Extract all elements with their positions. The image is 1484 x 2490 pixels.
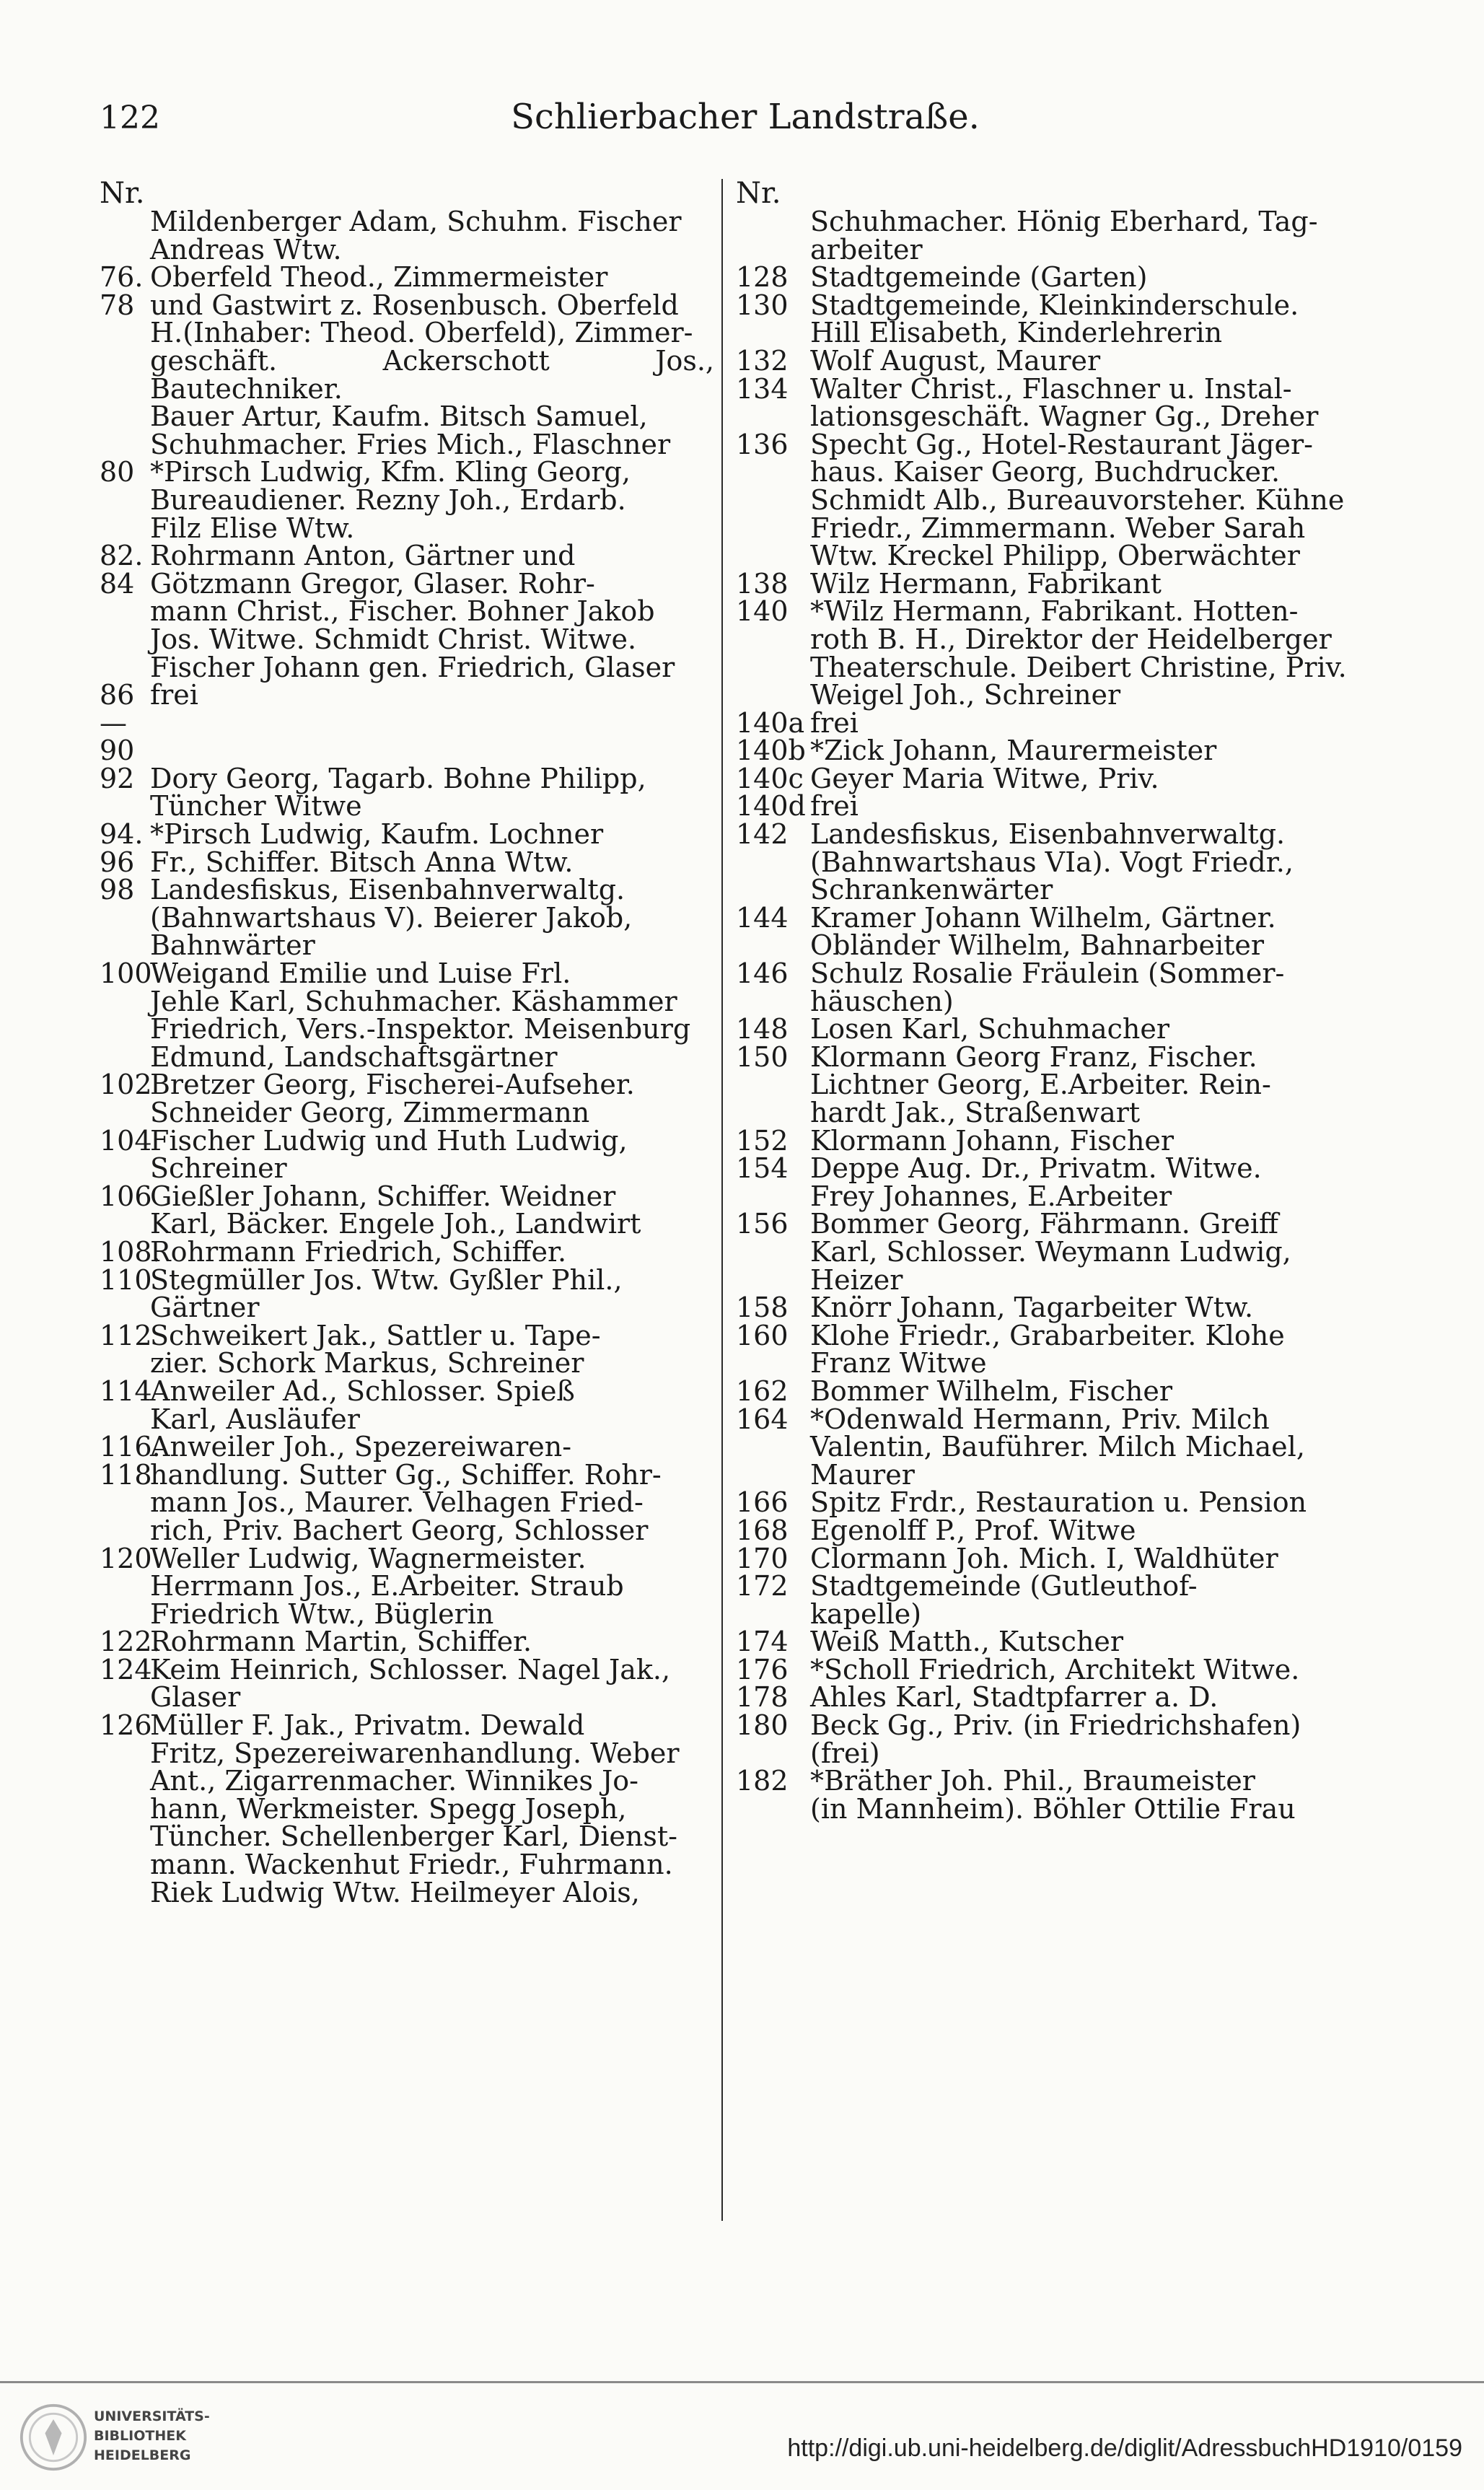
house-number: 174 xyxy=(736,1626,789,1658)
address-entry xyxy=(736,1711,1395,1767)
resident-text: Klormann Georg Franz, Fischer. Lichtner Georg, E.Arbeiter. Rein- hardt Jak., Straßenwart xyxy=(810,1040,1271,1128)
address-entry xyxy=(736,1653,1395,1685)
address-entry xyxy=(736,737,1395,765)
house-number: 92 xyxy=(100,762,135,794)
resident-text: Rohrmann Anton, Gärtner und Götzmann Gregor, Glaser. Rohr- mann Christ., Fischer. Bohner Jakob Jos. Witwe. Schmidt Christ. Witwe. Fischer Johann gen. Friedrich, Glaser xyxy=(150,540,675,683)
address-entry xyxy=(736,1210,1395,1294)
house-number: 134 xyxy=(736,372,789,405)
address-entry xyxy=(736,706,1395,739)
house-number: 156 xyxy=(736,1208,789,1240)
resident-text: Landesfiskus, Eisenbahnverwaltg. (Bahnwartshaus VIa). Vogt Friedr., Schrankenwärter xyxy=(810,818,1294,906)
address-entry xyxy=(736,1015,1395,1043)
house-number: 158 xyxy=(736,1292,789,1324)
address-entry xyxy=(736,1124,1395,1157)
resident-text: Bommer Georg, Fährmann. Greiff Karl, Schlosser. Weymann Ludwig, Heizer xyxy=(810,1208,1291,1296)
house-number: 172 xyxy=(736,1570,789,1603)
house-number: 140c xyxy=(736,762,804,794)
house-number: 140d xyxy=(736,790,806,823)
source-url-link[interactable]: http://digi.ub.uni-heidelberg.de/diglit/AdressbuchHD1910/0159 xyxy=(787,2434,1462,2462)
resident-text: Beck Gg., Priv. (in Friedrichshafen) (frei) xyxy=(810,1709,1301,1769)
house-number: 82. 84 xyxy=(100,540,144,600)
address-entry xyxy=(100,1542,714,1630)
resident-text: Schulz Rosalie Fräulein (Sommer- häuschen) xyxy=(810,957,1285,1017)
house-number: 106 xyxy=(100,1180,152,1212)
right-column-heading: Nr. xyxy=(736,177,781,210)
address-entry xyxy=(100,1071,714,1126)
resident-text: *Zick Johann, Maurermeister xyxy=(810,735,1217,767)
house-number: 116. 118 xyxy=(100,1431,161,1491)
address-entry xyxy=(100,820,714,876)
resident-text: *Wilz Hermann, Fabrikant. Hotten- roth B. H., Direktor der Heidelberger Theaterschule. Deibert Christine, Priv. Weigel Joh., Schreiner xyxy=(810,595,1347,711)
resident-text: Anweiler Ad., Schlosser. Spieß Karl, Ausläufer xyxy=(150,1375,575,1435)
address-entry xyxy=(736,957,1395,1017)
house-number: 140 xyxy=(736,595,789,628)
address-entry xyxy=(736,1628,1395,1656)
address-entry xyxy=(736,344,1395,377)
house-number: 178 xyxy=(736,1681,789,1714)
resident-text: Oberfeld Theod., Zimmermeister und Gastwirt z. Rosenbusch. Oberfeld H.(Inhaber: Theod. Oberfeld), Zimmer- geschäft. Ackerschott Jos., Bautechniker. Bauer Artur, Kaufm. Bitsch Samuel, Schuhmacher. Fries Mich., Flaschner xyxy=(150,261,714,460)
left-column-heading: Nr. xyxy=(100,177,145,210)
resident-text: *Odenwald Hermann, Priv. Milch Valentin, Bauführer. Milch Michael, Maurer xyxy=(810,1403,1305,1491)
address-entry xyxy=(736,261,1395,294)
address-entry xyxy=(736,1486,1395,1519)
resident-text: Ahles Karl, Stadtpfarrer a. D. xyxy=(810,1681,1219,1714)
resident-text: Losen Karl, Schuhmacher xyxy=(810,1013,1170,1045)
address-entry xyxy=(100,1180,714,1240)
resident-text: Dory Georg, Tagarb. Bohne Philipp, Tüncher Witwe xyxy=(150,762,646,823)
address-entry xyxy=(736,1767,1395,1823)
footer-divider xyxy=(0,2381,1484,2383)
resident-text: *Pirsch Ludwig, Kfm. Kling Georg, Bureaudiener. Rezny Joh., Erdarb. Filz Elise Wtw. xyxy=(150,456,631,544)
address-entry xyxy=(736,291,1395,347)
house-number: 164 xyxy=(736,1403,789,1435)
resident-text: Kramer Johann Wilhelm, Gärtner. Obländer Wilhelm, Bahnarbeiter xyxy=(810,901,1276,962)
address-entry xyxy=(736,1542,1395,1574)
house-number: 170 xyxy=(736,1542,789,1574)
house-number: 98 xyxy=(100,874,135,906)
resident-text: Wilz Hermann, Fabrikant xyxy=(810,567,1162,600)
resident-text: *Bräther Joh. Phil., Braumeister (in Mannheim). Böhler Ottilie Frau xyxy=(810,1765,1296,1825)
address-entry xyxy=(100,1319,714,1380)
house-number: 100 xyxy=(100,957,152,990)
house-number: 182 xyxy=(736,1765,789,1797)
address-entry xyxy=(100,1711,714,1906)
address-entry xyxy=(736,1319,1395,1380)
directory-columns xyxy=(100,179,1395,2221)
house-number: 80 xyxy=(100,456,135,488)
address-entry xyxy=(736,1572,1395,1628)
address-entry xyxy=(736,1154,1395,1210)
resident-text: Anweiler Joh., Spezereiwaren- handlung. Sutter Gg., Schiffer. Rohr- mann Jos., Maurer. Velhagen Fried- rich, Priv. Bachert Georg, Schlosser xyxy=(150,1431,662,1546)
address-entry xyxy=(736,762,1395,794)
resident-text: Mildenberger Adam, Schuhm. Fischer Andreas Wtw. xyxy=(150,206,682,266)
house-number: 140b xyxy=(736,735,806,767)
house-number: 104 xyxy=(100,1124,152,1157)
resident-text: *Scholl Friedrich, Architekt Witwe. xyxy=(810,1653,1300,1685)
resident-text: Müller F. Jak., Privatm. Dewald Fritz, Spezereiwarenhandlung. Weber Ant., Zigarrenmacher. Winnikes Jo- hann, Werkmeister. Spegg Joseph, Tüncher. Schellenberger Karl, Dienst- mann. Wackenhut Friedr., Fuhrmann. Riek Ludwig Wtw. Heilmeyer Alois, xyxy=(150,1709,680,1908)
resident-text: frei xyxy=(810,790,859,823)
running-title: Schlierbacher Landstraße. xyxy=(511,97,980,137)
house-number: 126 xyxy=(100,1709,152,1742)
resident-text: Klohe Friedr., Grabarbeiter. Klohe Franz Witwe xyxy=(810,1319,1285,1380)
address-entry xyxy=(736,597,1395,709)
house-number: 146 xyxy=(736,957,789,990)
address-entry xyxy=(736,428,1395,572)
page-number: 122 xyxy=(100,100,160,136)
house-number: 144 xyxy=(736,901,789,934)
library-name: UNIVERSITÄTS- BIBLIOTHEK HEIDELBERG xyxy=(94,2408,210,2463)
address-entry xyxy=(100,957,714,1073)
address-entry xyxy=(736,790,1395,823)
resident-text: Wolf August, Maurer xyxy=(810,344,1101,377)
house-number: 136 xyxy=(736,428,789,460)
resident-text: Stadtgemeinde (Garten) xyxy=(810,261,1148,294)
address-entry xyxy=(736,820,1395,904)
house-number: 150 xyxy=(736,1040,789,1073)
resident-text: *Pirsch Ludwig, Kaufm. Lochner Fr., Schiffer. Bitsch Anna Wtw. xyxy=(150,818,604,878)
resident-text: Rohrmann Friedrich, Schiffer. Stegmüller Jos. Wtw. Gyßler Phil., Gärtner xyxy=(150,1235,623,1324)
resident-text: Knörr Johann, Tagarbeiter Wtw. xyxy=(810,1292,1254,1324)
resident-text: Weiß Matth., Kutscher xyxy=(810,1626,1124,1658)
house-number: 160 xyxy=(736,1319,789,1351)
house-number: 140a xyxy=(736,706,805,739)
house-number: 122. 124 xyxy=(100,1626,161,1685)
house-number: 94. 96 xyxy=(100,818,144,878)
resident-text: Spitz Frdr., Restauration u. Pension xyxy=(810,1486,1307,1519)
resident-text: Bommer Wilhelm, Fischer xyxy=(810,1375,1173,1407)
resident-text: Egenolff P., Prof. Witwe xyxy=(810,1514,1136,1546)
address-entry xyxy=(100,458,714,542)
house-number: 176 xyxy=(736,1653,789,1685)
resident-text: frei xyxy=(150,679,198,711)
address-entry xyxy=(736,1403,1395,1491)
house-number: 120 xyxy=(100,1542,152,1574)
resident-text: Schweikert Jak., Sattler u. Tape- zier. Schork Markus, Schreiner xyxy=(150,1319,601,1380)
address-entry xyxy=(736,206,1395,266)
resident-text: Landesfiskus, Eisenbahnverwaltg. (Bahnwartshaus V). Beierer Jakob, Bahnwärter xyxy=(150,874,633,962)
resident-text: Weller Ludwig, Wagnermeister. Herrmann Jos., E.Arbeiter. Straub Friedrich Wtw., Büglerin xyxy=(150,1542,624,1630)
address-entry xyxy=(736,567,1395,600)
seal-icon xyxy=(19,2403,88,2472)
address-entry xyxy=(736,901,1395,962)
house-number: 154 xyxy=(736,1152,789,1185)
resident-text: Stadtgemeinde, Kleinkinderschule. Hill Elisabeth, Kinderlehrerin xyxy=(810,289,1299,349)
resident-text: frei xyxy=(810,706,859,739)
resident-text: Fischer Ludwig und Huth Ludwig, Schreiner xyxy=(150,1124,628,1185)
address-entry xyxy=(736,1040,1395,1128)
house-number: 102 xyxy=(100,1069,152,1101)
resident-text: Weigand Emilie und Luise Frl. Jehle Karl, Schuhmacher. Käshammer Friedrich, Vers.-Inspektor. Meisenburg Edmund, Landschaftsgärtner xyxy=(150,957,691,1073)
address-entry xyxy=(736,1294,1395,1322)
house-number: 114 xyxy=(100,1375,152,1407)
house-number: 76. 78 xyxy=(100,261,144,321)
house-number: 148 xyxy=(736,1013,789,1045)
resident-text: Deppe Aug. Dr., Privatm. Witwe. Frey Johannes, E.Arbeiter xyxy=(810,1152,1262,1212)
address-entry xyxy=(100,681,714,765)
page-header xyxy=(100,92,1391,147)
house-number: 86—90 xyxy=(100,679,135,767)
address-entry xyxy=(100,1377,714,1433)
column-divider xyxy=(721,179,723,2221)
resident-text: Klormann Johann, Fischer xyxy=(810,1124,1175,1157)
address-entry xyxy=(100,1235,714,1324)
house-number: 166 xyxy=(736,1486,789,1519)
address-entry xyxy=(736,1514,1395,1546)
resident-text: Schuhmacher. Hönig Eberhard, Tag- arbeiter xyxy=(810,206,1318,266)
address-entry xyxy=(100,876,714,960)
left-entry-list xyxy=(100,208,714,1906)
address-entry xyxy=(100,1124,714,1185)
house-number: 168 xyxy=(736,1514,789,1546)
left-column xyxy=(100,179,714,2221)
house-number: 138 xyxy=(736,567,789,600)
house-number: 128 xyxy=(736,261,789,294)
resident-text: Rohrmann Martin, Schiffer. Keim Heinrich, Schlosser. Nagel Jak., Glaser xyxy=(150,1626,671,1714)
resident-text: Gießler Johann, Schiffer. Weidner Karl, Bäcker. Engele Joh., Landwirt xyxy=(150,1180,641,1240)
address-entry xyxy=(100,1433,714,1544)
address-entry xyxy=(736,1377,1395,1406)
house-number: 108. 110 xyxy=(100,1235,161,1296)
address-entry xyxy=(100,263,714,458)
house-number: 142 xyxy=(736,818,789,851)
house-number: 152 xyxy=(736,1124,789,1157)
resident-text: Geyer Maria Witwe, Priv. xyxy=(810,762,1159,794)
resident-text: Specht Gg., Hotel-Restaurant Jäger- haus. Kaiser Georg, Buchdrucker. Schmidt Alb., Bureauvorsteher. Kühne Friedr., Zimmermann. Weber Sarah Wtw. Kreckel Philipp, Oberwächter xyxy=(810,428,1345,572)
resident-text: Clormann Joh. Mich. I, Waldhüter xyxy=(810,1542,1278,1574)
resident-text: Stadtgemeinde (Gutleuthof- kapelle) xyxy=(810,1570,1198,1630)
resident-text: Walter Christ., Flaschner u. Instal- lationsgeschäft. Wagner Gg., Dreher xyxy=(810,372,1319,433)
house-number: 130 xyxy=(736,289,789,321)
address-entry xyxy=(100,1626,714,1714)
right-entry-list xyxy=(736,208,1395,1823)
address-entry xyxy=(736,1681,1395,1714)
house-number: 112 xyxy=(100,1319,152,1351)
address-entry xyxy=(100,762,714,823)
address-entry xyxy=(100,542,714,681)
house-number: 132 xyxy=(736,344,789,377)
resident-text: Bretzer Georg, Fischerei-Aufseher. Schneider Georg, Zimmermann xyxy=(150,1069,635,1128)
house-number: 180 xyxy=(736,1709,789,1742)
library-logo xyxy=(19,2400,235,2479)
house-number: 162 xyxy=(736,1375,789,1407)
address-entry xyxy=(100,206,714,266)
right-column xyxy=(736,179,1395,2221)
address-entry xyxy=(736,372,1395,433)
